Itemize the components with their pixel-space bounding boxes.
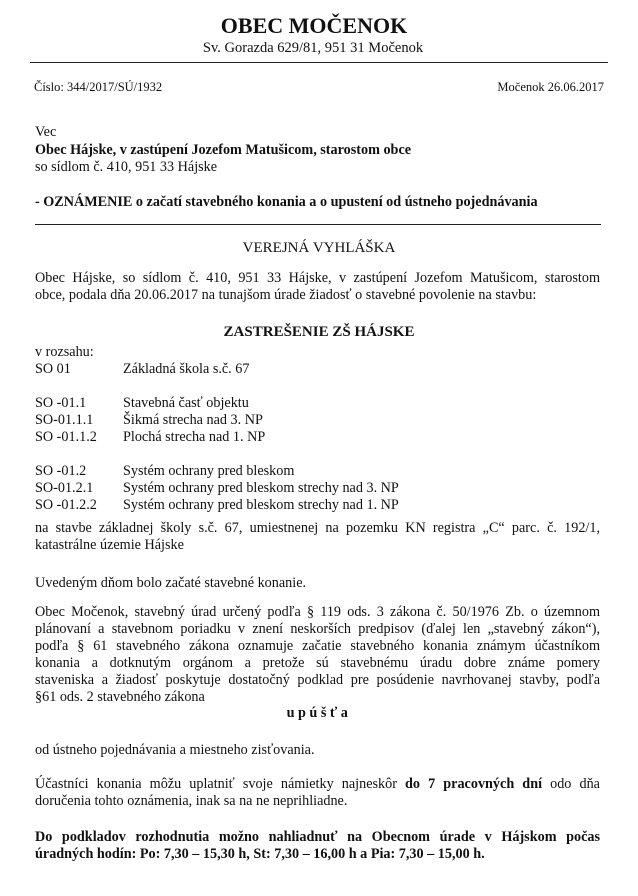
authority-line: staveniska a žiadosť poskytuje dostatočný podklad pre posúdenie navrhovanej stavby, podľa (35, 672, 600, 688)
header-divider (30, 62, 608, 63)
scope-code: SO -01.2 (35, 463, 87, 479)
public-notice-title: VEREJNÁ VYHLÁŠKA (242, 240, 396, 256)
scope-code: SO 01 (35, 361, 71, 377)
scope-label: v rozsahu: (35, 344, 94, 360)
scope-description: Systém ochrany pred bleskom strechy nad 1. NP (123, 497, 399, 513)
subject-label: Vec (35, 124, 57, 140)
office-hours-line: Do podkladov rozhodnutia možno nahliadnuť na Obecnom úrade v Hájskom počas (35, 829, 600, 845)
subject-heading: - OZNÁMENIE o začatí stavebného konania a o upustení od ústneho pojednávania (35, 194, 538, 210)
authority-line: plánovaní a stavebnom poriadku v znení neskorších predpisov (ďalej len „stavebný zákon“), (35, 621, 600, 637)
decision-object: od ústneho pojednávania a miestneho zisťovania. (35, 742, 315, 758)
authority-line: konania a dotknutým orgánom a pretože sú stavebnému úradu dobre známe pomery (35, 655, 600, 671)
scope-description: Šikmá strecha nad 3. NP (123, 412, 263, 428)
office-hours-line: úradných hodín: Po: 7,30 – 15,30 h, St: 7,30 – 16,00 h a Pia: 7,30 – 15,00 h. (35, 846, 485, 862)
location-line: katastrálne územie Hájske (35, 537, 184, 553)
objections-text: Účastníci konania môžu uplatniť svoje námietky najneskôr (35, 776, 406, 792)
scope-code: SO-01.1.1 (35, 412, 94, 428)
reference-number: Číslo: 344/2017/SÚ/1932 (34, 80, 163, 94)
recipient-name: Obec Hájske, v zastúpení Jozefom Matušicom, starostom obce (35, 142, 412, 158)
municipality-address: Sv. Gorazda 629/81, 951 31 Močenok (202, 40, 424, 56)
intro-paragraph (35, 270, 600, 304)
authority-line: podľa § 61 stavebného zákona oznamuje začatie stavebného konania známym účastníkom (35, 638, 600, 654)
intro-line: obce, podala dňa 20.06.2017 na tunajšom úrade žiadosť o stavebné povolenie na stavbu: (35, 287, 537, 303)
authority-paragraph (35, 604, 600, 706)
objections-paragraph (35, 776, 600, 810)
procedure-started-text: Uvedeným dňom bolo začaté stavebné konanie. (35, 575, 307, 591)
authority-line: §61 ods. 2 stavebného zákona (35, 689, 205, 705)
objections-deadline: do 7 pracovných dní (405, 776, 543, 792)
scope-code: SO-01.2.1 (35, 480, 94, 496)
objections-line (35, 776, 600, 793)
subject-divider (35, 224, 601, 225)
objections-text: odo dňa (542, 776, 600, 792)
scope-code: SO -01.2.2 (35, 497, 97, 513)
location-line: na stavbe základnej školy s.č. 67, umiestnenej na pozemku KN registra „C“ parc. č. 192/1, (35, 520, 600, 536)
scope-description: Stavebná časť objektu (123, 395, 249, 411)
place-date: Močenok 26.06.2017 (497, 80, 604, 94)
scope-description: Systém ochrany pred bleskom (123, 463, 295, 479)
decision-word: upúšťa (286, 705, 352, 721)
scope-description: Plochá strecha nad 1. NP (123, 429, 266, 445)
office-hours-paragraph (35, 829, 600, 863)
municipality-title: OBEC MOČENOK (220, 13, 408, 38)
intro-line: Obec Hájske, so sídlom č. 410, 951 33 Hájske, v zastúpení Jozefom Matušicom, starostom (35, 270, 600, 286)
objections-line: doručenia tohto oznámenia, inak sa na ne neprihliadne. (35, 793, 348, 809)
project-title: ZASTREŠENIE ZŠ HÁJSKE (223, 324, 415, 340)
recipient-address: so sídlom č. 410, 951 33 Hájske (35, 159, 218, 175)
scope-description: Základná škola s.č. 67 (123, 361, 250, 377)
scope-code: SO -01.1 (35, 395, 87, 411)
authority-line: Obec Močenok, stavebný úrad určený podľa § 119 ods. 3 zákona č. 50/1976 Zb. o územnom (35, 604, 600, 620)
scope-description: Systém ochrany pred bleskom strechy nad 3. NP (123, 480, 399, 496)
scope-code: SO -01.1.2 (35, 429, 97, 445)
location-paragraph (35, 520, 600, 554)
